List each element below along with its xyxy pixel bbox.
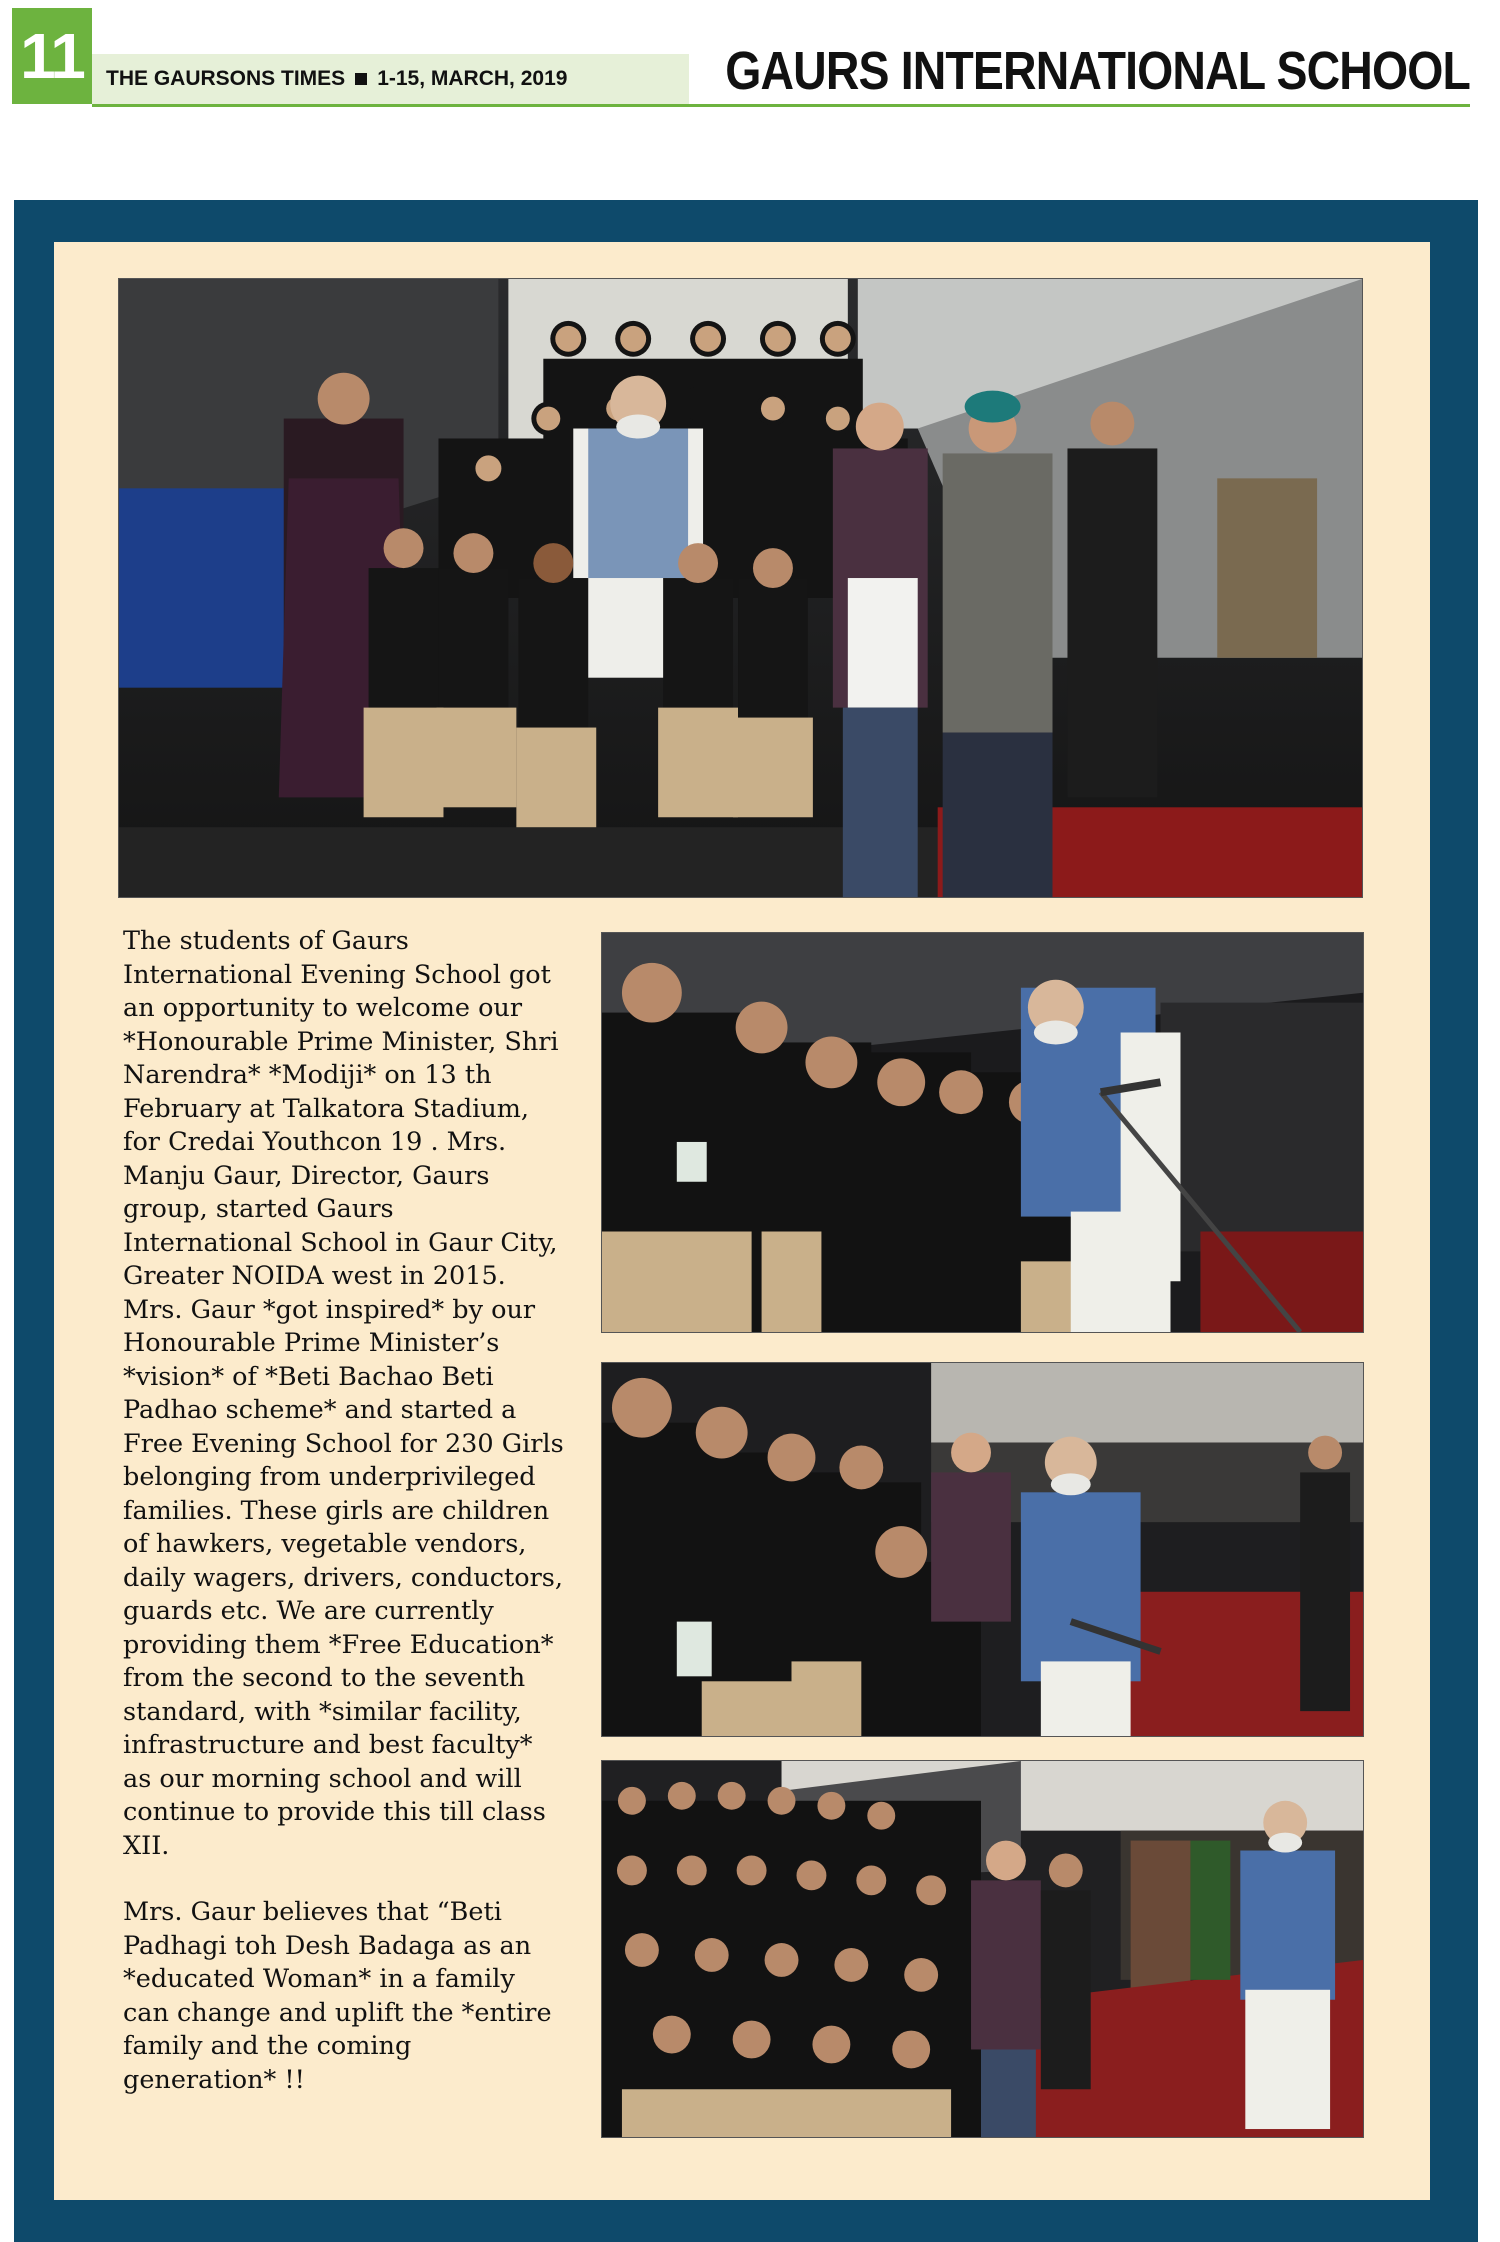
section-title: GAURS INTERNATIONAL SCHOOL: [725, 41, 1470, 101]
article-paragraph-1: The students of Gaurs International Evening School got an opportunity to welcome our *Honourable Prime Minister, Shri Narendra* *Modiji* on 13 th February at Talkatora Stadium, for Credai Youthcon 19 . Mrs. Manju Gaur, Director, Gaurs group, started Gaurs International School in Gaur City, Greater NOIDA west in 2015. Mrs. Gaur *got inspired* by our Honourable Prime Minister’s *vision* of *Beti Bachao Beti Padhao scheme* and started a Free Evening School for 230 Girls belonging from underprivileged families. These girls are children of hawkers, vegetable vendors, daily wagers, drivers, conductors, guards etc. We are currently providing them *Free Education* from the second to the seventh standard, with *similar facility, infrastructure and best faculty* as our morning school and will continue to provide this till class XII.: [123, 926, 564, 1861]
photo-prime-minister-greeting-students: [601, 932, 1364, 1333]
photo-students-assembled-with-prime-minister: [601, 1760, 1364, 2138]
article-paragraph-2: Mrs. Gaur believes that “Beti Padhagi toh Desh Badaga as an *educated Woman* in a family can change and uplift the *entire family and the coming generation* !!: [123, 1897, 552, 2095]
header-rule: [92, 104, 1470, 107]
photo-group-with-prime-minister: [118, 278, 1363, 898]
page-number: 11: [12, 8, 92, 104]
photo-prime-minister-talking-with-students: [601, 1362, 1364, 1737]
separator-square-icon: [355, 73, 367, 85]
publication-name: THE GAURSONS TIMES: [106, 67, 346, 90]
article-body: [123, 925, 568, 2097]
issue-date: 1-15, MARCH, 2019: [377, 67, 568, 90]
publication-bar: [92, 54, 689, 104]
